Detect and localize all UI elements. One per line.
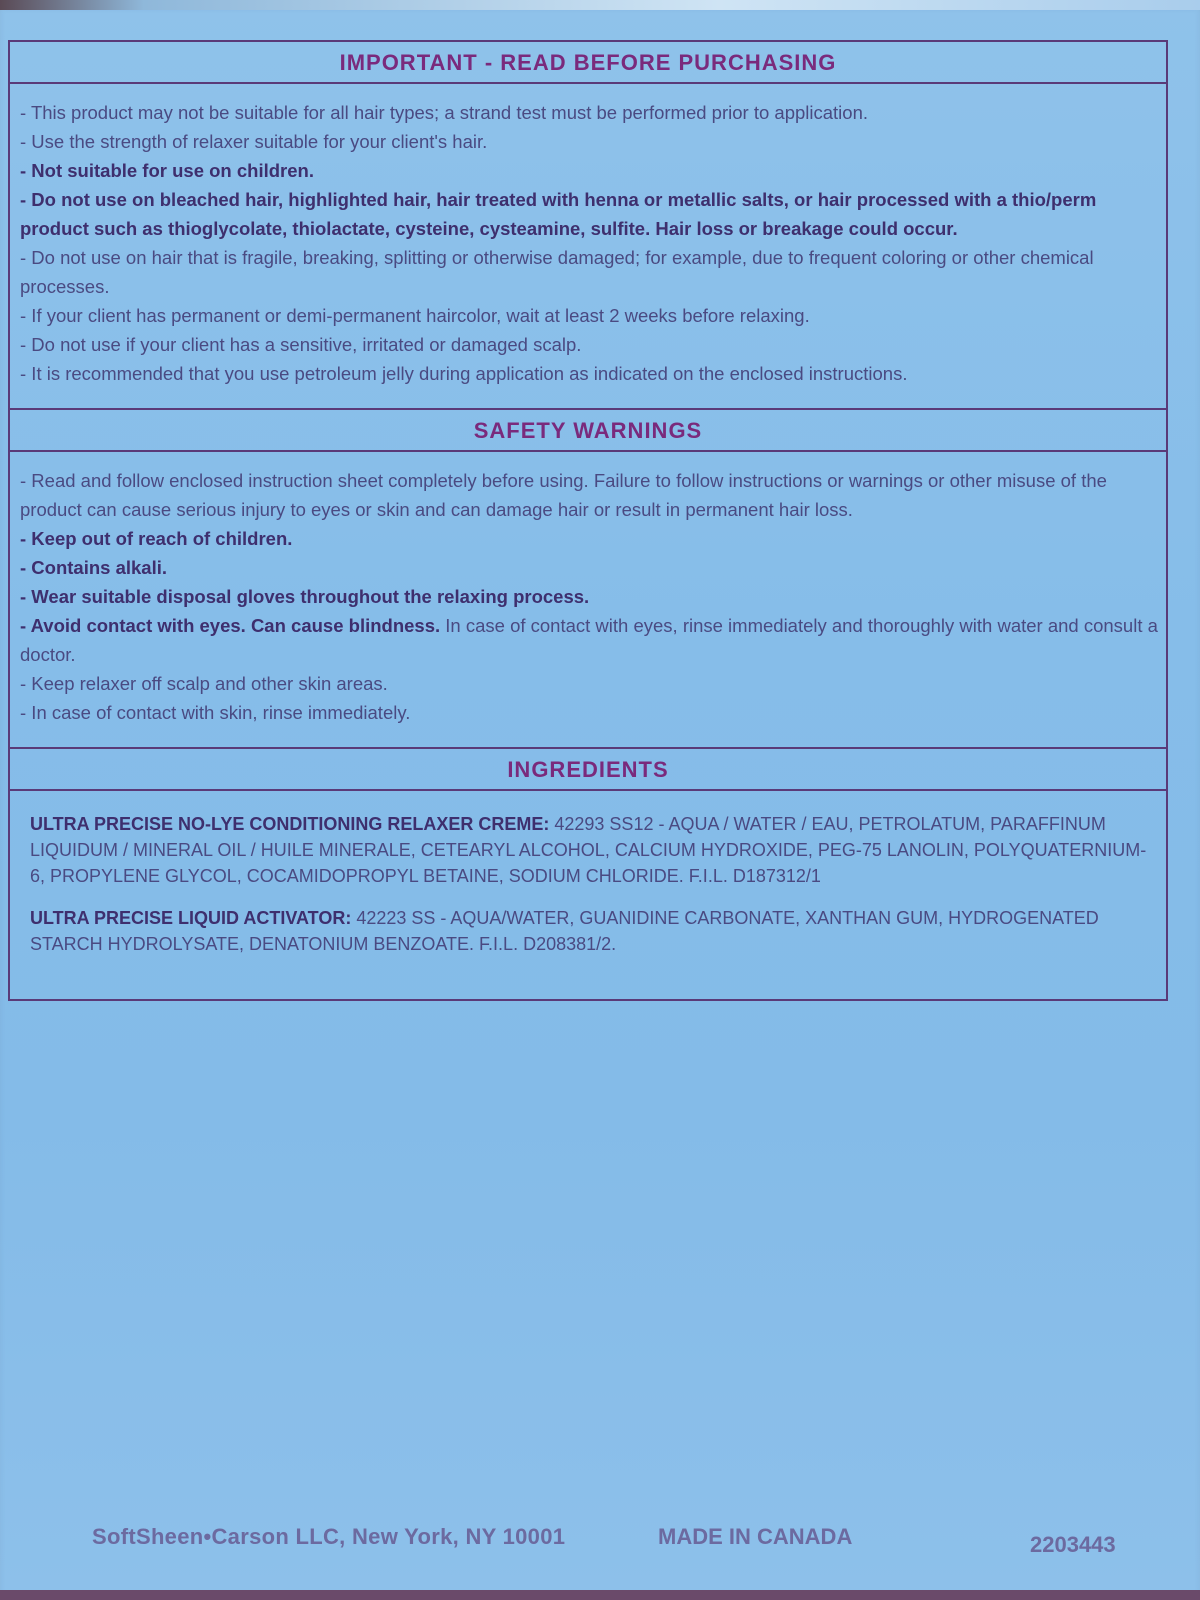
creme-ingredients xyxy=(30,811,1152,889)
warning-label-box xyxy=(8,40,1168,1001)
creme-name: ULTRA PRECISE NO-LYE CONDITIONING RELAXER CREME: xyxy=(30,814,550,834)
important-line: - This product may not be suitable for all hair types; a strand test must be performed prior to application. xyxy=(20,102,868,123)
safety-line xyxy=(20,611,1158,669)
important-line: - Do not use if your client has a sensitive, irritated or damaged scalp. xyxy=(20,334,582,355)
footer-code: 2203443 xyxy=(1030,1532,1116,1557)
important-line: - Use the strength of relaxer suitable for your client's hair. xyxy=(20,131,488,152)
safety-line-rest: In case of contact with eyes, rinse immediately and thoroughly with water and consult a doctor. xyxy=(20,615,1158,665)
safety-line: - Contains alkali. xyxy=(20,557,168,578)
important-line: - Not suitable for use on children. xyxy=(20,160,314,181)
ingredients-header: INGREDIENTS xyxy=(10,747,1166,791)
safety-line: - Keep relaxer off scalp and other skin areas. xyxy=(20,673,388,694)
important-line: - It is recommended that you use petroleum jelly during application as indicated on the enclosed instructions. xyxy=(20,363,908,384)
creme-list: 42293 SS12 - AQUA / WATER / EAU, PETROLATUM, PARAFFINUM LIQUIDUM / MINERAL OIL / HUILE MINERALE, CETEARYL ALCOHOL, CALCIUM HYDROXIDE, PEG-75 LANOLIN, POLYQUATERNIUM-6, PROPYLENE GLYCOL, COCAMIDOPROPYL BETAINE, SODIUM CHLORIDE. F.I.L. D187312/1 xyxy=(30,814,1147,886)
activator-ingredients xyxy=(30,905,1152,957)
ingredients-body xyxy=(10,791,1166,999)
safety-body xyxy=(10,452,1166,747)
important-header: IMPORTANT - READ BEFORE PURCHASING xyxy=(10,42,1166,84)
safety-line: - Keep out of reach of children. xyxy=(20,528,293,549)
safety-header: SAFETY WARNINGS xyxy=(10,408,1166,452)
safety-line: - Read and follow enclosed instruction sheet completely before using. Failure to follow instructions or warnings or other misuse of the product can cause serious injury to eyes or skin and can damage hair or result in permanent hair loss. xyxy=(20,470,1107,520)
important-line: - If your client has permanent or demi-permanent haircolor, wait at least 2 weeks before relaxing. xyxy=(20,305,810,326)
important-body xyxy=(10,84,1166,408)
safety-line-bold: - Avoid contact with eyes. Can cause blindness. xyxy=(20,615,441,636)
footer-made-in: MADE IN CANADA xyxy=(658,1524,853,1549)
safety-line: - Wear suitable disposal gloves throughout the relaxing process. xyxy=(20,586,590,607)
activator-list: 42223 SS - AQUA/WATER, GUANIDINE CARBONATE, XANTHAN GUM, HYDROGENATED STARCH HYDROLYSATE, DENATONIUM BENZOATE. F.I.L. D208381/2. xyxy=(30,908,1099,954)
safety-line: - In case of contact with skin, rinse immediately. xyxy=(20,702,411,723)
important-line: - Do not use on bleached hair, highlighted hair, hair treated with henna or metallic salts, or hair processed with a thio/perm product such as thioglycolate, thiolactate, cysteine, cysteamine, sulfite. Hair loss or breakage could occur. xyxy=(20,189,1097,239)
package-top-edge xyxy=(0,0,1200,10)
important-line: - Do not use on hair that is fragile, breaking, splitting or otherwise damaged; for example, due to frequent coloring or other chemical processes. xyxy=(20,247,1094,297)
activator-name: ULTRA PRECISE LIQUID ACTIVATOR: xyxy=(30,908,352,928)
footer-company: SoftSheen•Carson LLC, New York, NY 10001 xyxy=(92,1524,566,1549)
